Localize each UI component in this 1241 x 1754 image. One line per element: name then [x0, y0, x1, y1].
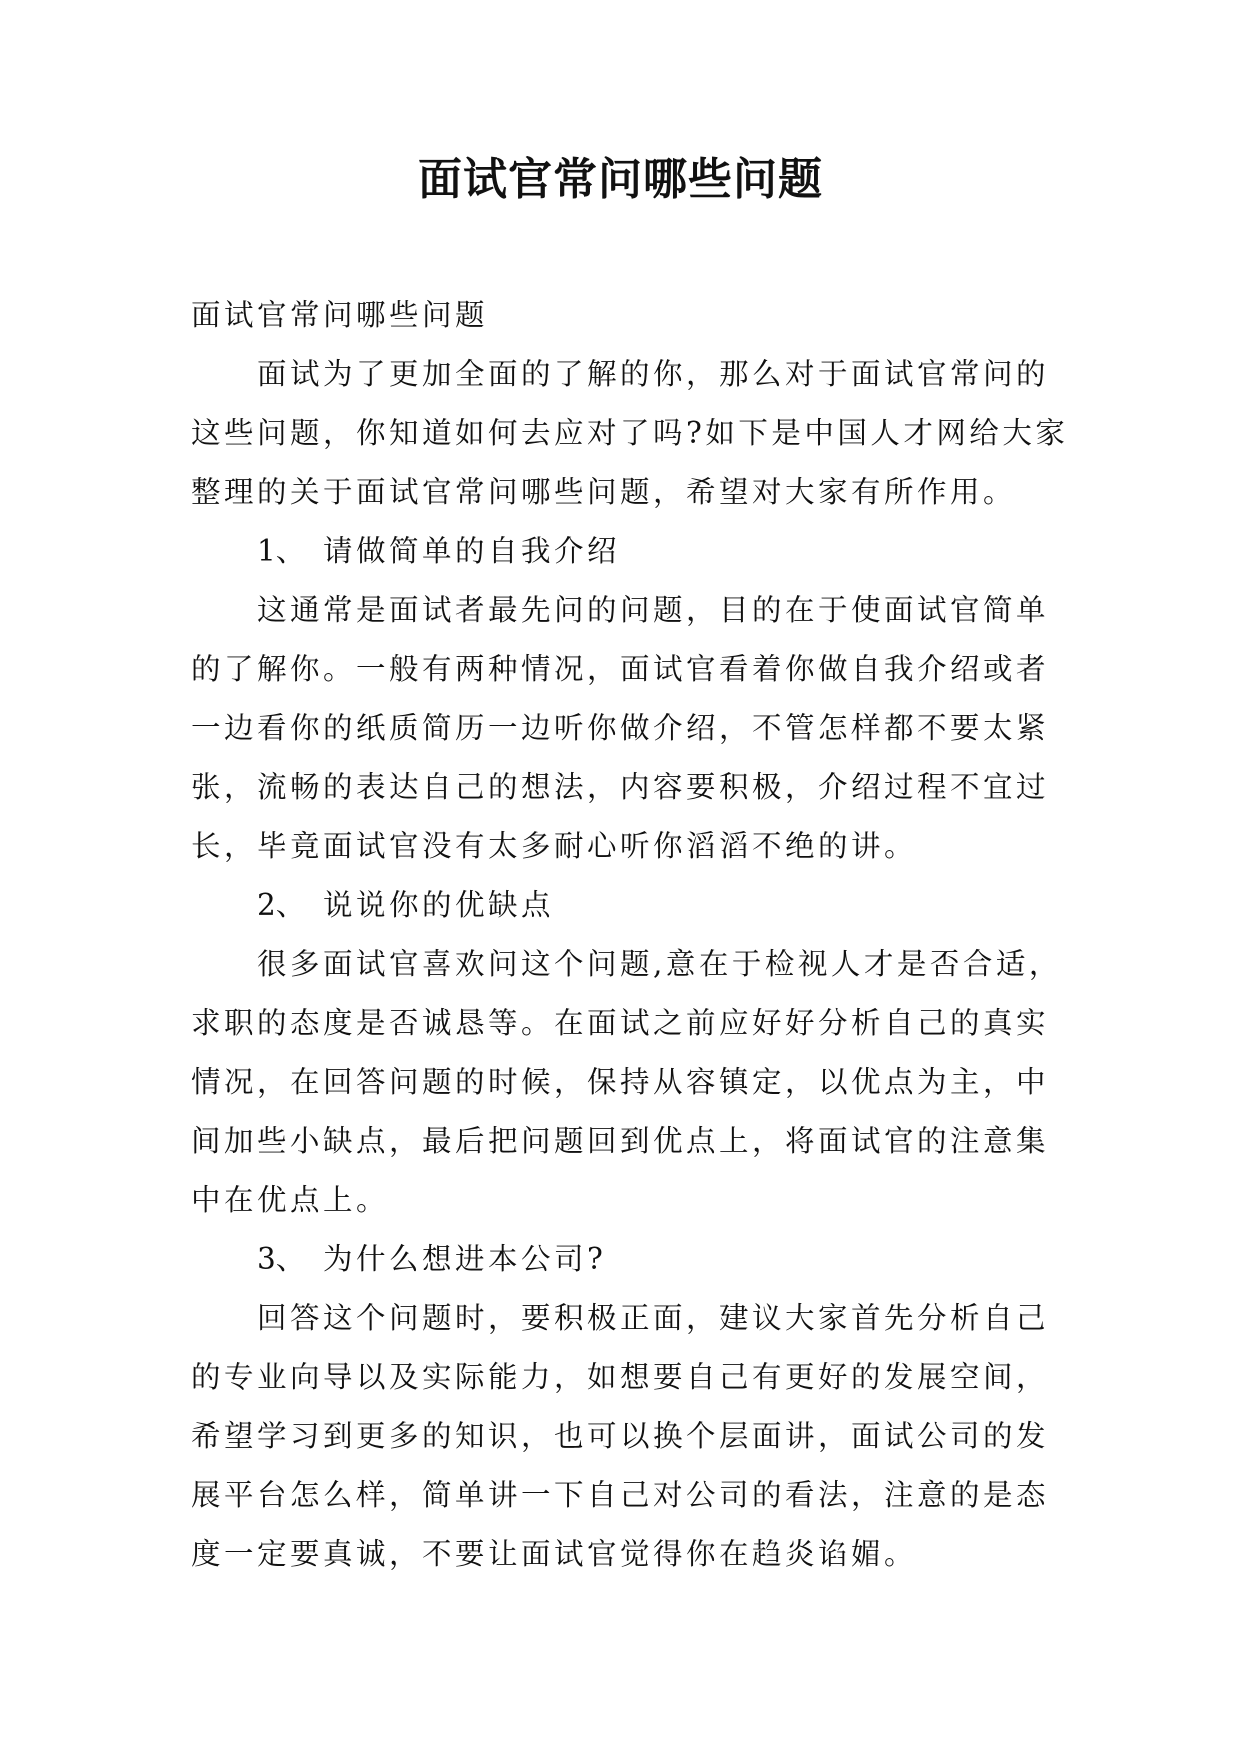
section-heading-text-2: 说说你的优缺点: [323, 888, 555, 922]
section-body-1: 这通常是面试者最先问的问题，目的在于使面试官简单的了解你。一般有两种情况，面试官看着你做自我介绍或者一边看你的纸质简历一边听你做介绍，不管怎样都不要太紧张，流畅的表达自己的想法，内容要积极，介绍过程不宜过长，毕竟面试官没有太多耐心听你滔滔不绝的讲。: [191, 593, 1050, 863]
intro-paragraph: 面试为了更加全面的了解的你，那么对于面试官常问的这些问题，你知道如何去应对了吗?如下是中国人才网给大家整理的关于面试官常问哪些问题，希望对大家有所作用。: [191, 357, 1069, 509]
document-body: [191, 286, 1071, 1584]
section-number-3: 3、: [257, 1242, 306, 1276]
document-subtitle: 面试官常问哪些问题: [191, 298, 489, 332]
page-title: 面试官常问哪些问题: [418, 154, 823, 205]
section-heading-3: [191, 1230, 1071, 1289]
section-heading-1: [191, 522, 1071, 581]
section-body-2: 很多面试官喜欢问这个问题,意在于检视人才是否合适，求职的态度是否诚恳等。在面试之前应好好分析自己的真实情况，在回答问题的时候，保持从容镇定，以优点为主，中间加些小缺点，最后把问题回到优点上，将面试官的注意集中在优点上。: [191, 947, 1062, 1217]
section-number-2: 2、: [257, 888, 306, 922]
section-body-3: 回答这个问题时，要积极正面，建议大家首先分析自己的专业向导以及实际能力，如想要自己有更好的发展空间，希望学习到更多的知识，也可以换个层面讲，面试公司的发展平台怎么样，简单讲一下自己对公司的看法，注意的是态度一定要真诚，不要让面试官觉得你在趋炎谄媚。: [191, 1301, 1050, 1571]
section-heading-text-3: 为什么想进本公司?: [323, 1242, 607, 1276]
section-number-1: 1、: [257, 534, 306, 568]
section-heading-text-1: 请做简单的自我介绍: [323, 534, 621, 568]
section-heading-2: [191, 876, 1071, 935]
